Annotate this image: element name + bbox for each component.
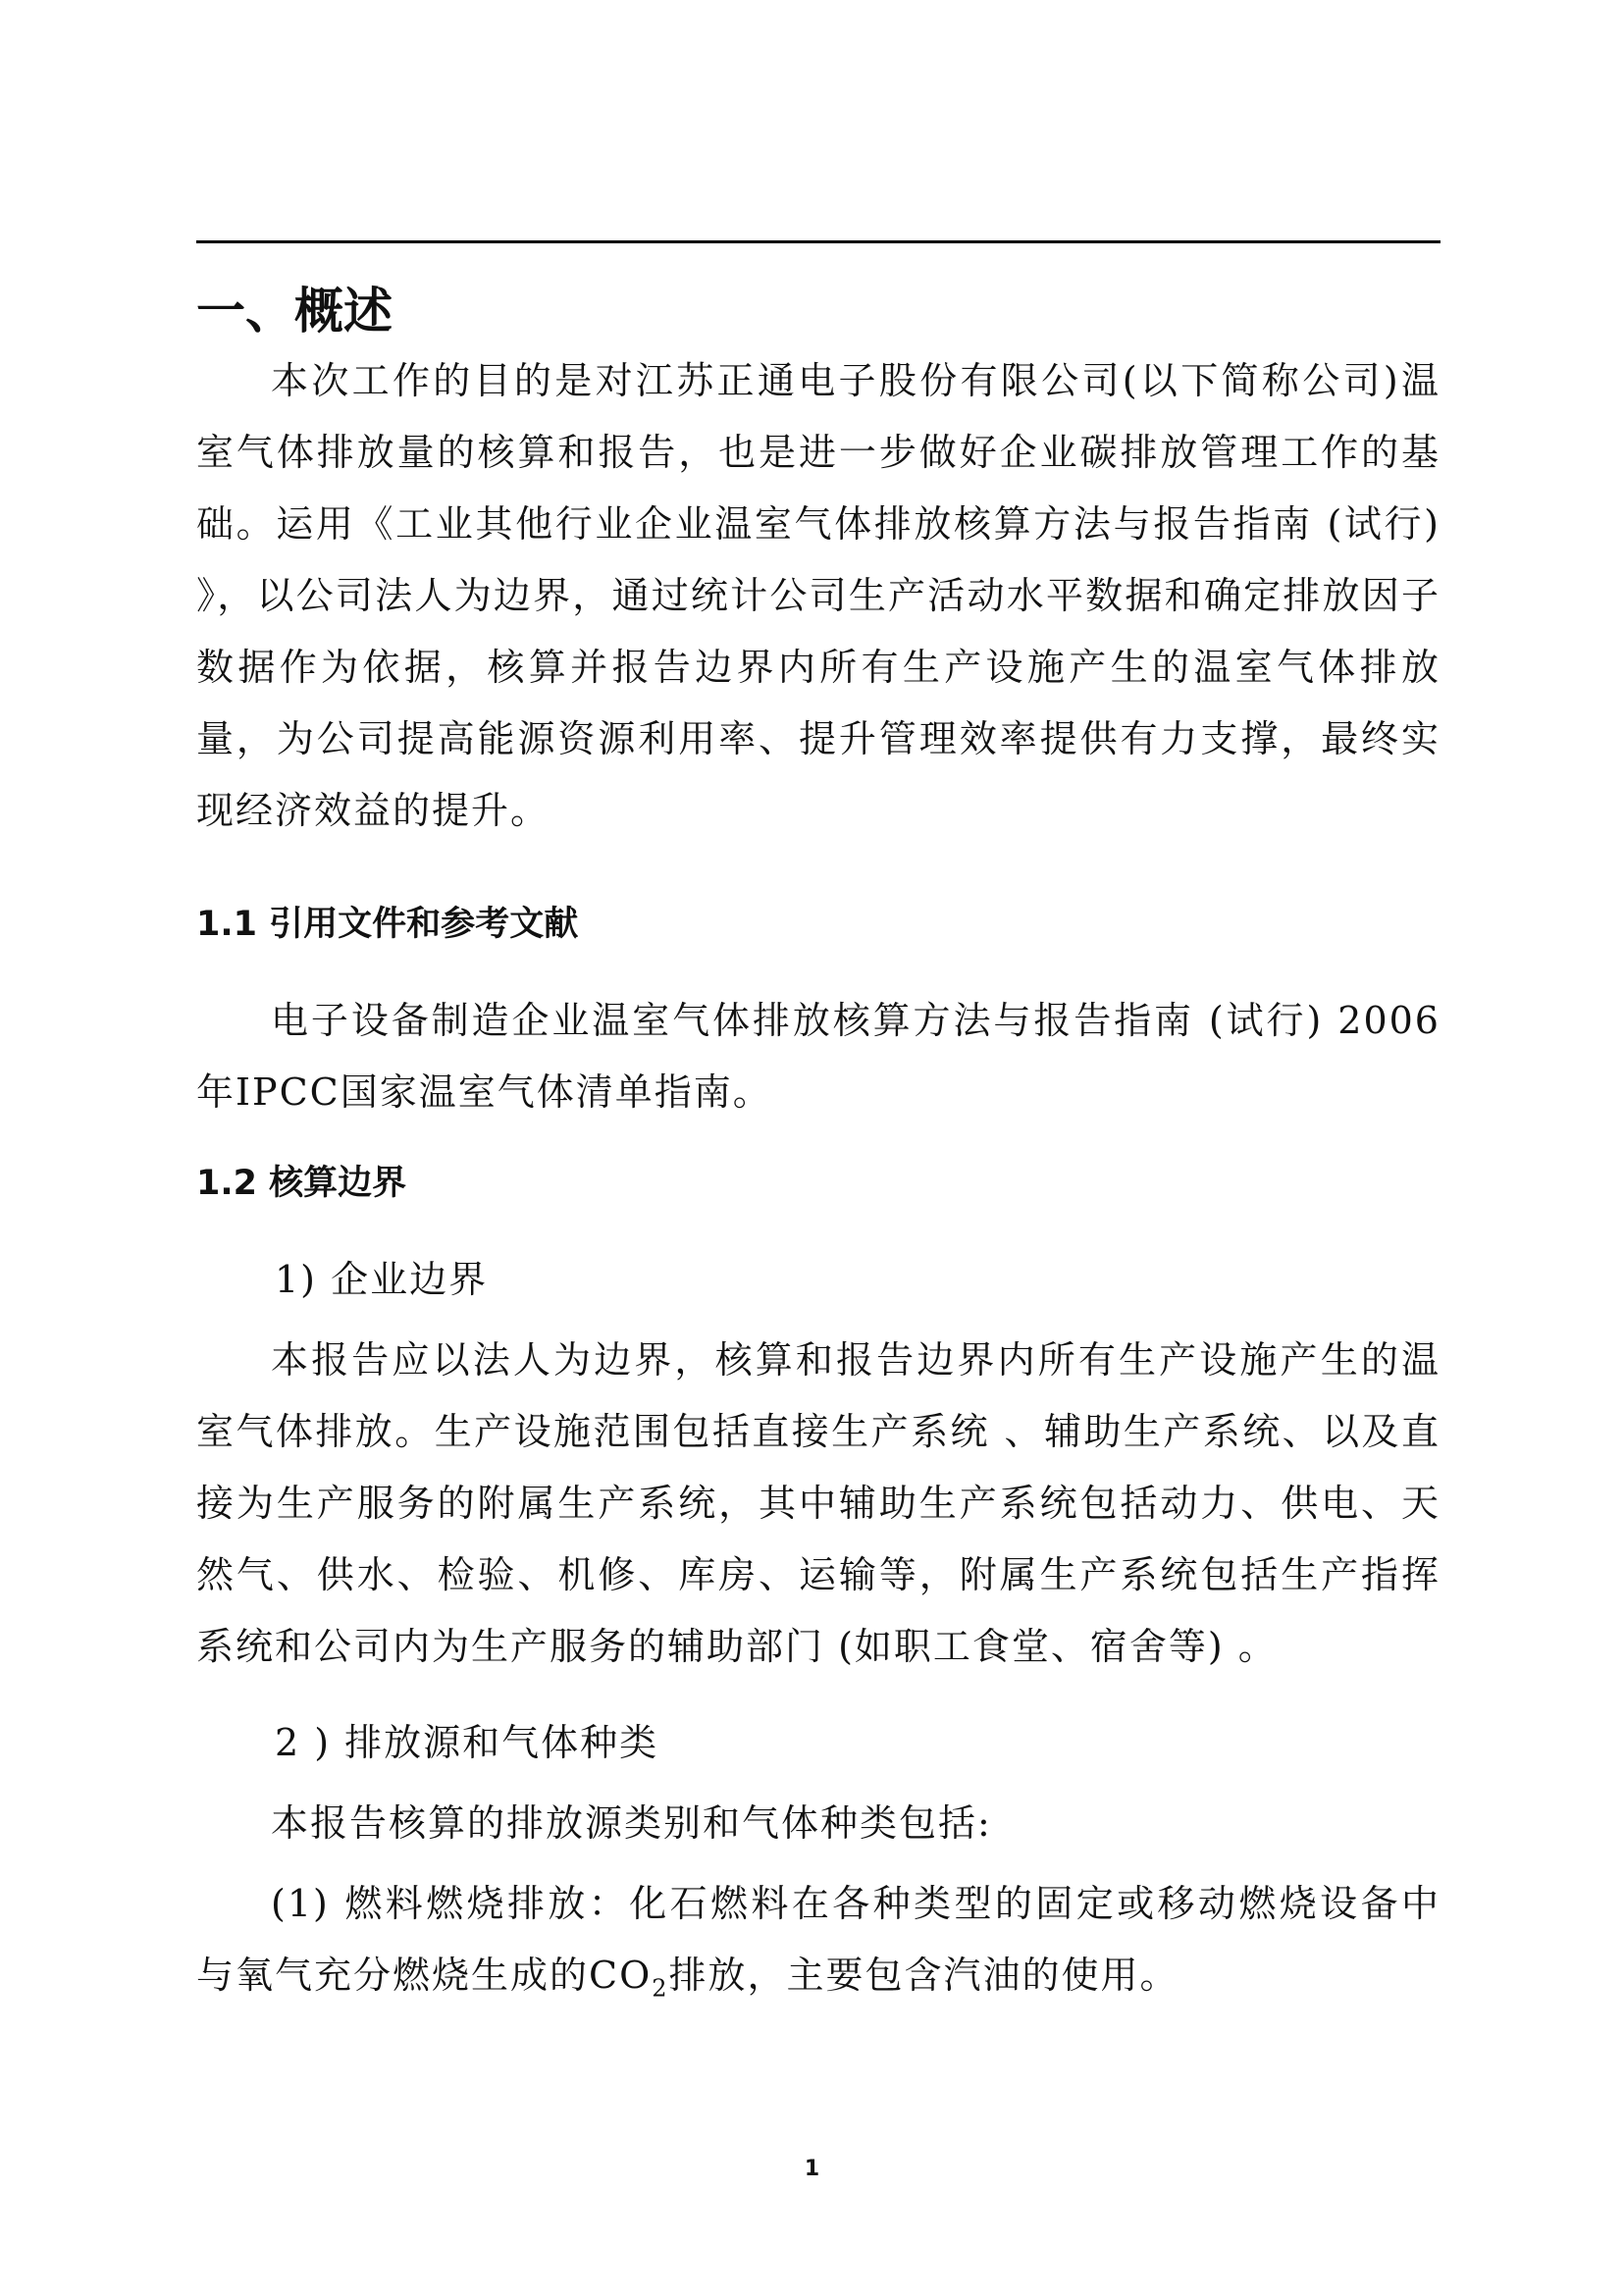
co2-formula: $CO_2$	[589, 1954, 669, 2003]
fuel-combustion-text: (1) 燃料燃烧排放：化石燃料在各种类型的固定或移动燃烧设备中与氧气充分燃烧生成的	[196, 1882, 1441, 1997]
enterprise-boundary-body: 本报告应以法人为边界，核算和报告边界内所有生产设施产生的温室气体排放。生产设施范围包括直接生产系统 、辅助生产系统、以及直接为生产服务的附属生产系统，其中辅助生产系统包括动力、供电、天然气、供水、检验、机修、库房、运输等，附属生产系统包括生产指挥系统和公司内为生产服务的辅助部门 (如职工食堂、宿舍等) 。	[196, 1338, 1441, 1668]
enterprise-boundary-label: 1) 企业边界	[275, 1258, 489, 1301]
heading-overview: 一、概述	[196, 283, 393, 339]
emission-sources-label: 2 ) 排放源和气体种类	[275, 1721, 659, 1764]
section-1-1-title: 1.1 引用文件和参考文献	[196, 905, 579, 944]
page-number: 1	[804, 2157, 820, 2181]
intro-paragraph: 本次工作的目的是对江苏正通电子股份有限公司(以下简称公司)温室气体排放量的核算和报告，也是进一步做好企业碳排放管理工作的基础。运用《工业其他行业企业温室气体排放核算方法与报告指南 (试行) 》，以公司法人为边界，通过统计公司生产活动水平数据和确定排放因子数据作为依据，核算并报告边界内所有生产设施产生的温室气体排放量，为公司提高能源资源利用率、提升管理效率提供有力支撑，最终实现经济效益的提升。	[196, 359, 1441, 832]
fuel-combustion-text-end: 排放，主要包含汽油的使用。	[668, 1954, 1179, 1997]
header-rule	[196, 240, 1441, 243]
fuel-combustion-paragraph	[196, 1868, 1441, 2025]
co2-subscript: 2	[652, 1974, 669, 2003]
emission-sources-intro: 本报告核算的排放源类别和气体种类包括:	[271, 1801, 992, 1845]
section-1-2-title: 1.2 核算边界	[196, 1164, 407, 1203]
section-1-1-body: 电子设备制造企业温室气体排放核算方法与报告指南 (试行) 2006年IPCC国家温室气体清单指南。	[196, 999, 1441, 1114]
